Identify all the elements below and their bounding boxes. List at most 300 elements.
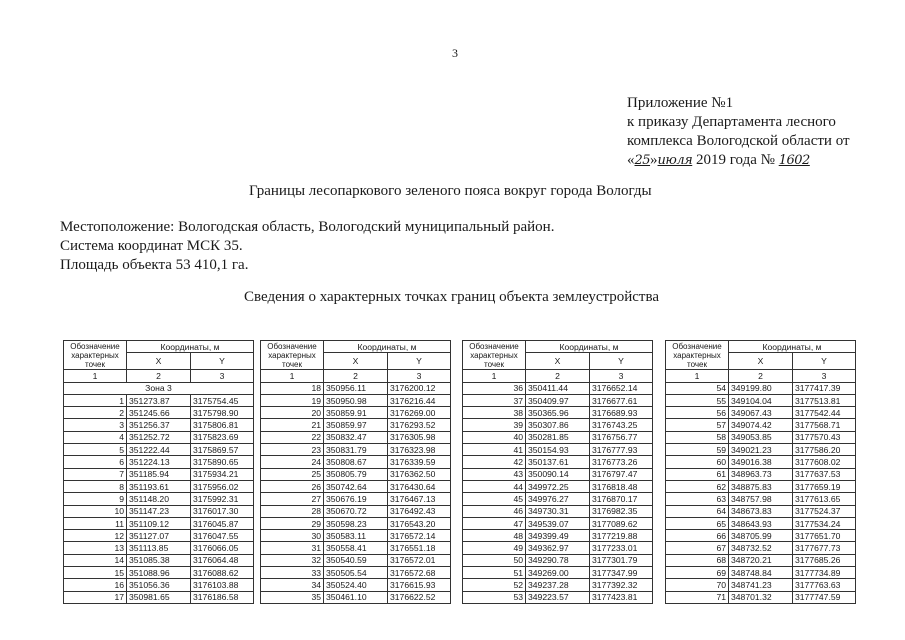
coordinate-table-3	[462, 340, 653, 604]
coord-y: 3176200.12	[388, 382, 451, 394]
point-number: 67	[666, 542, 729, 554]
header-coordinates: Координаты, м	[127, 341, 254, 353]
point-number: 55	[666, 394, 729, 406]
coord-x: 350505.54	[324, 567, 388, 579]
point-number: 3	[64, 419, 127, 431]
table-row	[64, 591, 254, 603]
table-row	[64, 407, 254, 419]
coord-y: 3176017.30	[191, 505, 254, 517]
table-row	[666, 579, 856, 591]
point-number: 7	[64, 468, 127, 480]
point-number: 59	[666, 444, 729, 456]
point-number: 26	[261, 480, 324, 492]
coord-x: 349021.23	[729, 444, 793, 456]
coord-y: 3177763.63	[793, 579, 856, 591]
coord-x: 349223.57	[526, 591, 590, 603]
coord-y: 3175806.81	[191, 419, 254, 431]
coord-x: 350411.44	[526, 382, 590, 394]
table-row	[261, 567, 451, 579]
coord-x: 351056.36	[127, 579, 191, 591]
header-column-number: 1	[64, 370, 127, 382]
coord-y: 3175992.31	[191, 493, 254, 505]
appendix-line-1: Приложение №1	[627, 95, 734, 111]
coord-y: 3176492.43	[388, 505, 451, 517]
table-row	[261, 480, 451, 492]
table-row	[666, 480, 856, 492]
point-number: 41	[463, 444, 526, 456]
header-column-number: 2	[324, 370, 388, 382]
point-number: 22	[261, 431, 324, 443]
table-row	[64, 468, 254, 480]
table-row	[64, 554, 254, 566]
coord-x: 349399.49	[526, 530, 590, 542]
page-number: 3	[452, 46, 458, 60]
coord-x: 349053.85	[729, 431, 793, 443]
table-row	[463, 517, 653, 529]
table-row	[666, 468, 856, 480]
coord-y: 3176773.26	[590, 456, 653, 468]
header-y: Y	[590, 353, 653, 370]
table-row	[261, 579, 451, 591]
table-row	[463, 468, 653, 480]
coord-x: 350524.40	[324, 579, 388, 591]
point-number: 42	[463, 456, 526, 468]
table-row	[64, 431, 254, 443]
coord-x: 349199.80	[729, 382, 793, 394]
coord-y: 3176777.93	[590, 444, 653, 456]
point-number: 14	[64, 554, 127, 566]
coord-y: 3176689.93	[590, 407, 653, 419]
coord-x: 351185.94	[127, 468, 191, 480]
table-row	[64, 505, 254, 517]
table-row	[261, 444, 451, 456]
coord-y: 3176572.01	[388, 554, 451, 566]
table-row	[463, 394, 653, 406]
table-row	[261, 542, 451, 554]
point-number: 70	[666, 579, 729, 591]
coord-y: 3176756.77	[590, 431, 653, 443]
point-number: 63	[666, 493, 729, 505]
point-number: 50	[463, 554, 526, 566]
coord-x: 350540.59	[324, 554, 388, 566]
date-day-handwritten: 25	[634, 153, 651, 168]
header-column-number: 3	[191, 370, 254, 382]
table-row	[463, 530, 653, 542]
header-point-label: Обозначение характерных точек	[64, 341, 127, 370]
coord-y: 3177747.59	[793, 591, 856, 603]
coord-y: 3175934.21	[191, 468, 254, 480]
point-number: 69	[666, 567, 729, 579]
table-row	[261, 554, 451, 566]
point-number: 13	[64, 542, 127, 554]
point-number: 30	[261, 530, 324, 542]
coord-y: 3176797.47	[590, 468, 653, 480]
table-row	[261, 407, 451, 419]
coord-y: 3176064.48	[191, 554, 254, 566]
coord-y: 3176622.52	[388, 591, 451, 603]
table-row	[64, 456, 254, 468]
point-number: 47	[463, 517, 526, 529]
header-column-number: 1	[666, 370, 729, 382]
coord-y: 3176186.58	[191, 591, 254, 603]
table-row	[64, 480, 254, 492]
date-mid: »	[650, 152, 658, 168]
coord-x: 348748.84	[729, 567, 793, 579]
point-number: 28	[261, 505, 324, 517]
coord-y: 3176339.59	[388, 456, 451, 468]
coord-x: 350981.65	[127, 591, 191, 603]
coord-x: 350558.41	[324, 542, 388, 554]
table-row	[64, 419, 254, 431]
coord-y: 3176088.62	[191, 567, 254, 579]
header-column-number: 1	[463, 370, 526, 382]
table-row	[261, 456, 451, 468]
point-number: 20	[261, 407, 324, 419]
table-row	[666, 591, 856, 603]
coord-x: 351252.72	[127, 431, 191, 443]
coord-x: 350859.91	[324, 407, 388, 419]
coord-x: 349104.04	[729, 394, 793, 406]
table-row	[463, 456, 653, 468]
coord-x: 351256.37	[127, 419, 191, 431]
point-number: 15	[64, 567, 127, 579]
point-number: 48	[463, 530, 526, 542]
table-row	[463, 505, 653, 517]
coord-y: 3175823.69	[191, 431, 254, 443]
coord-x: 350137.61	[526, 456, 590, 468]
coord-x: 350831.79	[324, 444, 388, 456]
table-row	[261, 382, 451, 394]
table-row	[64, 542, 254, 554]
coord-y: 3175798.90	[191, 407, 254, 419]
coord-y: 3176047.55	[191, 530, 254, 542]
coord-y: 3177586.20	[793, 444, 856, 456]
point-number: 18	[261, 382, 324, 394]
coord-y: 3176430.64	[388, 480, 451, 492]
coord-x: 350409.97	[526, 394, 590, 406]
coord-x: 351222.44	[127, 444, 191, 456]
point-number: 36	[463, 382, 526, 394]
table-row	[64, 579, 254, 591]
coord-x: 350808.67	[324, 456, 388, 468]
point-number: 17	[64, 591, 127, 603]
coord-x: 349976.27	[526, 493, 590, 505]
point-number: 46	[463, 505, 526, 517]
coord-x: 349539.07	[526, 517, 590, 529]
coord-y: 3177651.70	[793, 530, 856, 542]
header-y: Y	[388, 353, 451, 370]
coord-x: 351127.07	[127, 530, 191, 542]
header-y: Y	[793, 353, 856, 370]
point-number: 12	[64, 530, 127, 542]
point-number: 53	[463, 591, 526, 603]
coord-y: 3177301.79	[590, 554, 653, 566]
table-row	[666, 567, 856, 579]
point-number: 16	[64, 579, 127, 591]
header-x: X	[526, 353, 590, 370]
coord-y: 3177613.65	[793, 493, 856, 505]
table-row	[64, 493, 254, 505]
point-number: 65	[666, 517, 729, 529]
coord-y: 3177392.32	[590, 579, 653, 591]
coord-x: 350676.19	[324, 493, 388, 505]
table-row	[666, 517, 856, 529]
coord-y: 3177423.81	[590, 591, 653, 603]
coordinate-table-4	[665, 340, 856, 604]
coord-x: 350365.96	[526, 407, 590, 419]
coord-y: 3177513.81	[793, 394, 856, 406]
point-number: 66	[666, 530, 729, 542]
table-row	[463, 480, 653, 492]
table-row	[666, 456, 856, 468]
point-number: 54	[666, 382, 729, 394]
header-column-number: 1	[261, 370, 324, 382]
coord-x: 351113.85	[127, 542, 191, 554]
coord-x: 349972.25	[526, 480, 590, 492]
coord-x: 351147.23	[127, 505, 191, 517]
location-line: Местоположение: Вологодская область, Вологодский муниципальный район.	[60, 219, 555, 235]
header-point-label: Обозначение характерных точек	[261, 341, 324, 370]
point-number: 62	[666, 480, 729, 492]
point-number: 40	[463, 431, 526, 443]
coord-y: 3176543.20	[388, 517, 451, 529]
point-number: 43	[463, 468, 526, 480]
coord-x: 348732.52	[729, 542, 793, 554]
point-number: 2	[64, 407, 127, 419]
coord-y: 3176615.93	[388, 579, 451, 591]
coord-x: 351085.38	[127, 554, 191, 566]
coord-x: 348963.73	[729, 468, 793, 480]
point-number: 60	[666, 456, 729, 468]
date-month-handwritten: июля	[657, 153, 693, 168]
point-number: 25	[261, 468, 324, 480]
appendix-block	[627, 94, 850, 170]
table-row	[463, 407, 653, 419]
coord-y: 3176216.44	[388, 394, 451, 406]
table-row	[666, 493, 856, 505]
coord-y: 3177677.73	[793, 542, 856, 554]
table-row	[261, 419, 451, 431]
appendix-line-2: к приказу Департамента лесного	[627, 114, 836, 130]
table-row	[64, 444, 254, 456]
appendix-line-3: комплекса Вологодской области от	[627, 133, 850, 149]
appendix-date-line	[627, 151, 850, 170]
table-row	[463, 591, 653, 603]
header-column-number: 3	[793, 370, 856, 382]
coord-y: 3175890.65	[191, 456, 254, 468]
point-number: 64	[666, 505, 729, 517]
coord-x: 349362.97	[526, 542, 590, 554]
point-number: 1	[64, 394, 127, 406]
coord-x: 350583.11	[324, 530, 388, 542]
coord-x: 350832.47	[324, 431, 388, 443]
point-number: 10	[64, 505, 127, 517]
coord-x: 350154.93	[526, 444, 590, 456]
coord-y: 3177233.01	[590, 542, 653, 554]
coord-y: 3177219.88	[590, 530, 653, 542]
coord-x: 348643.93	[729, 517, 793, 529]
coord-x: 351193.61	[127, 480, 191, 492]
coord-y: 3176305.98	[388, 431, 451, 443]
table-row	[666, 530, 856, 542]
coord-x: 349730.31	[526, 505, 590, 517]
header-x: X	[729, 353, 793, 370]
table-row	[463, 444, 653, 456]
coord-x: 351245.66	[127, 407, 191, 419]
coord-y: 3176467.13	[388, 493, 451, 505]
table-row	[666, 407, 856, 419]
table-row	[261, 394, 451, 406]
header-coordinates: Координаты, м	[324, 341, 451, 353]
point-number: 57	[666, 419, 729, 431]
table-row	[666, 382, 856, 394]
coord-y: 3176066.05	[191, 542, 254, 554]
coord-x: 348875.83	[729, 480, 793, 492]
coord-x: 351148.20	[127, 493, 191, 505]
object-info	[60, 218, 554, 275]
coord-x: 350461.10	[324, 591, 388, 603]
header-x: X	[324, 353, 388, 370]
coord-x: 348705.99	[729, 530, 793, 542]
coord-x: 349269.00	[526, 567, 590, 579]
table-row	[666, 419, 856, 431]
point-number: 19	[261, 394, 324, 406]
coord-x: 351109.12	[127, 517, 191, 529]
table-row	[64, 517, 254, 529]
coord-x: 348673.83	[729, 505, 793, 517]
header-coordinates: Координаты, м	[526, 341, 653, 353]
coord-y: 3176269.00	[388, 407, 451, 419]
header-column-number: 3	[388, 370, 451, 382]
point-number: 37	[463, 394, 526, 406]
table-row	[64, 530, 254, 542]
zone-label: Зона 3	[64, 382, 254, 394]
coord-y: 3177659.19	[793, 480, 856, 492]
coord-x: 350742.64	[324, 480, 388, 492]
coord-y: 3177570.43	[793, 431, 856, 443]
table-row	[261, 530, 451, 542]
coordinate-system-line: Система координат МСК 35.	[60, 238, 243, 254]
table-row	[261, 517, 451, 529]
coord-x: 350859.97	[324, 419, 388, 431]
coordinate-table-2	[260, 340, 451, 604]
point-number: 23	[261, 444, 324, 456]
coord-x: 350307.86	[526, 419, 590, 431]
point-number: 38	[463, 407, 526, 419]
coord-y: 3176551.18	[388, 542, 451, 554]
coord-y: 3176362.50	[388, 468, 451, 480]
coord-x: 350598.23	[324, 517, 388, 529]
coord-x: 350281.85	[526, 431, 590, 443]
table-row	[261, 468, 451, 480]
table-row	[666, 431, 856, 443]
header-column-number: 2	[729, 370, 793, 382]
point-number: 56	[666, 407, 729, 419]
coord-x: 351273.87	[127, 394, 191, 406]
coord-y: 3176293.52	[388, 419, 451, 431]
coord-x: 349290.78	[526, 554, 590, 566]
coord-y: 3176572.14	[388, 530, 451, 542]
coord-x: 350090.14	[526, 468, 590, 480]
table-row	[261, 431, 451, 443]
coord-y: 3177637.53	[793, 468, 856, 480]
point-number: 11	[64, 517, 127, 529]
coord-x: 348757.98	[729, 493, 793, 505]
coord-y: 3177089.62	[590, 517, 653, 529]
coord-y: 3176103.88	[191, 579, 254, 591]
coord-x: 348741.23	[729, 579, 793, 591]
table-row	[463, 419, 653, 431]
date-prefix: «	[627, 152, 635, 168]
section-subtitle: Сведения о характерных точках границ объекта землеустройства	[244, 289, 660, 305]
coord-y: 3177608.02	[793, 456, 856, 468]
document-title: Границы лесопаркового зеленого пояса вокруг города Вологды	[249, 183, 652, 199]
table-row	[261, 591, 451, 603]
table-row	[64, 394, 254, 406]
point-number: 51	[463, 567, 526, 579]
area-line: Площадь объекта 53 410,1 га.	[60, 257, 249, 273]
header-x: X	[127, 353, 191, 370]
table-row	[463, 567, 653, 579]
coord-y: 3176982.35	[590, 505, 653, 517]
coord-x: 350950.98	[324, 394, 388, 406]
coord-x: 350670.72	[324, 505, 388, 517]
point-number: 71	[666, 591, 729, 603]
header-y: Y	[191, 353, 254, 370]
point-number: 21	[261, 419, 324, 431]
point-number: 34	[261, 579, 324, 591]
coord-y: 3176652.14	[590, 382, 653, 394]
coord-y: 3176743.25	[590, 419, 653, 431]
point-number: 68	[666, 554, 729, 566]
coord-y: 3176045.87	[191, 517, 254, 529]
point-number: 61	[666, 468, 729, 480]
table-row	[463, 554, 653, 566]
point-number: 5	[64, 444, 127, 456]
table-row	[463, 382, 653, 394]
coord-y: 3177534.24	[793, 517, 856, 529]
doc-number-handwritten: 1602	[778, 153, 810, 168]
point-number: 27	[261, 493, 324, 505]
coord-x: 351088.96	[127, 567, 191, 579]
header-coordinates: Координаты, м	[729, 341, 856, 353]
coord-y: 3177417.39	[793, 382, 856, 394]
table-row	[666, 542, 856, 554]
coord-y: 3177685.26	[793, 554, 856, 566]
coordinate-table-1	[63, 340, 254, 604]
table-row	[64, 567, 254, 579]
coord-x: 348720.21	[729, 554, 793, 566]
coord-y: 3177542.44	[793, 407, 856, 419]
header-column-number: 2	[526, 370, 590, 382]
coord-y: 3177568.71	[793, 419, 856, 431]
point-number: 33	[261, 567, 324, 579]
table-row	[666, 444, 856, 456]
header-point-label: Обозначение характерных точек	[463, 341, 526, 370]
table-row	[666, 505, 856, 517]
table-row	[463, 579, 653, 591]
header-column-number: 2	[127, 370, 191, 382]
coord-x: 350805.79	[324, 468, 388, 480]
table-row	[666, 554, 856, 566]
coord-x: 349067.43	[729, 407, 793, 419]
point-number: 24	[261, 456, 324, 468]
header-point-label: Обозначение характерных точек	[666, 341, 729, 370]
point-number: 4	[64, 431, 127, 443]
coord-y: 3175956.02	[191, 480, 254, 492]
date-suffix: 2019 года №	[696, 152, 775, 168]
table-row	[666, 394, 856, 406]
